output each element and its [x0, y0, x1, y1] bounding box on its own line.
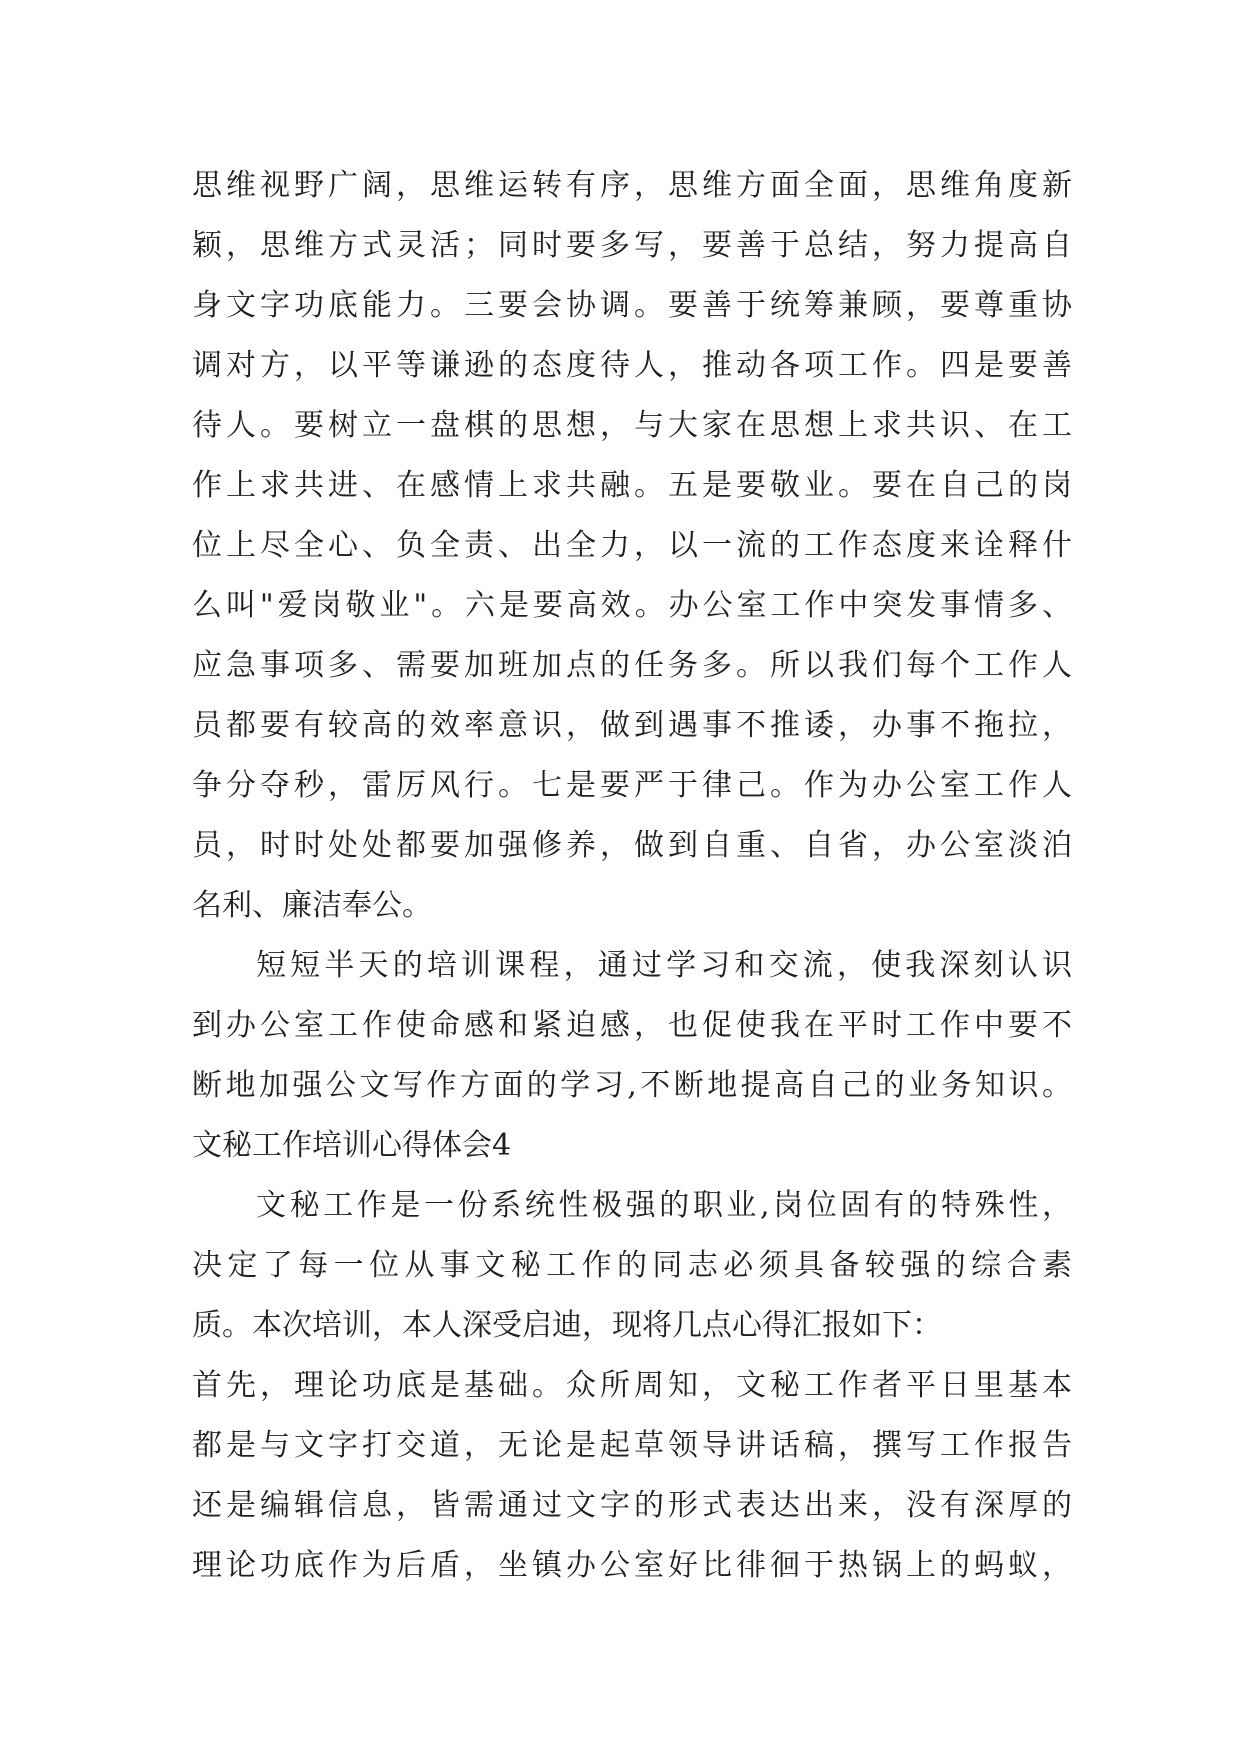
text-line: 还是编辑信息，皆需通过文字的形式表达出来，没有深厚的	[192, 1488, 1072, 1523]
text-line: 作上求共进、在感情上求共融。五是要敬业。要在自己的岗	[192, 468, 1072, 503]
text-line: 应急事项多、需要加班加点的任务多。所以我们每个工作人	[192, 648, 1072, 683]
paragraph-first-line: 文秘工作是一份系统性极强的职业,岗位固有的特殊性，	[256, 1188, 1072, 1223]
text-line: 调对方，以平等谦逊的态度待人，推动各项工作。四是要善	[192, 348, 1072, 383]
text-line: 决定了每一位从事文秘工作的同志必须具备较强的综合素	[192, 1248, 1072, 1283]
paragraph-end-line: 质。本次培训，本人深受启迪，现将几点心得汇报如下：	[192, 1308, 942, 1343]
text-line: 么叫"爱岗敬业"。六是要高效。办公室工作中突发事情多、	[192, 588, 1072, 623]
text-line: 到办公室工作使命感和紧迫感，也促使我在平时工作中要不	[192, 1008, 1072, 1043]
text-line: 都是与文字打交道，无论是起草领导讲话稿，撰写工作报告	[192, 1428, 1072, 1463]
paragraph-end-line: 名利、廉洁奉公。	[192, 888, 432, 923]
text-line: 断地加强公文写作方面的学习,不断地提高自己的业务知识。	[192, 1068, 1072, 1103]
text-line: 待人。要树立一盘棋的思想，与大家在思想上求共识、在工	[192, 408, 1072, 443]
text-line: 理论功底作为后盾，坐镇办公室好比徘徊于热锅上的蚂蚁，	[192, 1548, 1072, 1583]
text-line: 争分夺秒，雷厉风行。七是要严于律己。作为办公室工作人	[192, 768, 1072, 803]
text-line: 位上尽全心、负全责、出全力，以一流的工作态度来诠释什	[192, 528, 1072, 563]
text-line: 思维视野广阔，思维运转有序，思维方面全面，思维角度新	[192, 168, 1072, 203]
paragraph-first-line: 短短半天的培训课程，通过学习和交流，使我深刻认识	[256, 948, 1072, 983]
text-line: 身文字功底能力。三要会协调。要善于统筹兼顾，要尊重协	[192, 288, 1072, 323]
section-heading: 文秘工作培训心得体会4	[192, 1128, 512, 1163]
body-text	[192, 156, 1072, 1596]
text-line: 颖，思维方式灵活；同时要多写，要善于总结，努力提高自	[192, 228, 1072, 263]
text-line: 员都要有较高的效率意识，做到遇事不推诿，办事不拖拉，	[192, 708, 1072, 743]
text-line: 员，时时处处都要加强修养，做到自重、自省，办公室淡泊	[192, 828, 1072, 863]
text-line: 首先，理论功底是基础。众所周知，文秘工作者平日里基本	[192, 1368, 1072, 1403]
